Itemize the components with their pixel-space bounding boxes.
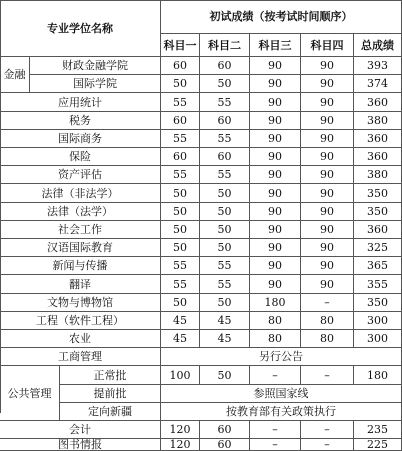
score-col-1-cell: 55: [161, 166, 200, 184]
score-col-1-cell: 45: [161, 312, 200, 330]
score-col-3-cell: 180: [250, 294, 301, 312]
program-name: 图书情报: [0, 439, 161, 451]
program-name: 税务: [0, 112, 161, 130]
total-col-cell: 360: [354, 221, 402, 239]
score-col-4-cell: –: [301, 421, 354, 439]
score-col-2-cell: 50: [200, 75, 250, 93]
score-col-1-cell: 60: [161, 148, 200, 166]
score-col-2-cell: 55: [200, 130, 250, 148]
program-name: 翻译: [0, 275, 161, 294]
score-col-3-cell: 80: [250, 312, 301, 330]
score-col-1-cell: 55: [161, 257, 200, 275]
score-col-4-cell: 90: [301, 93, 354, 112]
score-col-2-cell: 55: [200, 275, 250, 294]
score-col-2-cell: 55: [200, 93, 250, 112]
header-score-col-1: 科目一: [161, 34, 200, 57]
score-col-2-cell: 60: [200, 57, 250, 75]
group-label-finance: 金融: [0, 57, 30, 93]
program-name: 国际商务: [0, 130, 161, 148]
score-col-4-cell: 90: [301, 221, 354, 239]
total-col-cell: 225: [354, 439, 402, 451]
score-col-4-cell: 90: [301, 257, 354, 275]
program-name: 社会工作: [0, 221, 161, 239]
score-col-1-cell: 120: [161, 439, 200, 451]
score-col-3-cell: 90: [250, 130, 301, 148]
score-col-1-cell: 50: [161, 184, 200, 203]
score-col-4-cell: 90: [301, 130, 354, 148]
score-col-1-cell: 45: [161, 330, 200, 348]
total-col-cell: 360: [354, 93, 402, 112]
policy-note: 参照国家线: [161, 385, 402, 403]
total-col-cell: 393: [354, 57, 402, 75]
program-name: 新闻与传播: [0, 257, 161, 275]
score-col-4-cell: –: [301, 439, 354, 451]
total-col-cell: 325: [354, 239, 402, 257]
total-col-cell: 300: [354, 312, 402, 330]
score-col-3-cell: 90: [250, 93, 301, 112]
program-name: 法律（法学）: [0, 203, 161, 221]
total-col-cell: 380: [354, 166, 402, 184]
score-col-3-cell: 90: [250, 166, 301, 184]
program-name: 国际学院: [30, 75, 161, 93]
header-group-title: 初试成绩（按考试时间顺序）: [161, 0, 402, 34]
score-col-3-cell: 90: [250, 239, 301, 257]
score-col-1-cell: 55: [161, 93, 200, 112]
score-col-1-cell: 50: [161, 221, 200, 239]
program-name: 财政金融学院: [30, 57, 161, 75]
sub-program-name: 提前批: [60, 385, 161, 403]
program-name: 农业: [0, 330, 161, 348]
score-col-2-cell: 60: [200, 148, 250, 166]
header-program-name: 专业学位名称: [0, 0, 161, 57]
score-col-3-cell: 90: [250, 203, 301, 221]
score-col-3-cell: –: [250, 366, 301, 385]
score-col-2-cell: 55: [200, 257, 250, 275]
score-col-3-cell: 90: [250, 221, 301, 239]
total-col-cell: 300: [354, 330, 402, 348]
program-name: 工程（软件工程）: [0, 312, 161, 330]
score-col-1-cell: 50: [161, 294, 200, 312]
score-col-2-cell: 50: [200, 294, 250, 312]
total-col-cell: 380: [354, 112, 402, 130]
policy-note: 按教育部有关政策执行: [161, 403, 402, 421]
score-col-4-cell: 90: [301, 239, 354, 257]
total-col-cell: 180: [354, 366, 402, 385]
header-total-col: 总成绩: [354, 34, 402, 57]
score-col-2-cell: 50: [200, 366, 250, 385]
header-score-col-2: 科目二: [200, 34, 250, 57]
score-col-3-cell: 80: [250, 330, 301, 348]
score-col-3-cell: 90: [250, 148, 301, 166]
program-name: 工商管理: [0, 348, 161, 366]
score-col-3-cell: 90: [250, 112, 301, 130]
score-col-1-cell: 100: [161, 366, 200, 385]
score-col-1-cell: 55: [161, 130, 200, 148]
score-col-4-cell: 90: [301, 75, 354, 93]
score-col-3-cell: 90: [250, 57, 301, 75]
score-col-2-cell: 50: [200, 184, 250, 203]
score-col-2-cell: 50: [200, 221, 250, 239]
score-col-3-cell: 90: [250, 257, 301, 275]
score-col-4-cell: 80: [301, 312, 354, 330]
score-col-3-cell: –: [250, 439, 301, 451]
score-col-2-cell: 45: [200, 330, 250, 348]
total-col-cell: 355: [354, 275, 402, 294]
program-name: 应用统计: [0, 93, 161, 112]
total-col-cell: 360: [354, 148, 402, 166]
program-name: 文物与博物馆: [0, 294, 161, 312]
score-col-2-cell: 60: [200, 421, 250, 439]
score-col-3-cell: 90: [250, 184, 301, 203]
score-col-1-cell: 60: [161, 112, 200, 130]
score-col-4-cell: 90: [301, 184, 354, 203]
score-col-3-cell: 90: [250, 75, 301, 93]
score-col-4-cell: –: [301, 366, 354, 385]
total-col-cell: 374: [354, 75, 402, 93]
score-col-2-cell: 45: [200, 312, 250, 330]
sub-program-name: 定向新疆: [60, 403, 161, 421]
total-col-cell: 360: [354, 130, 402, 148]
header-score-col-4: 科目四: [301, 34, 354, 57]
announcement-note: 另行公告: [161, 348, 402, 366]
score-col-2-cell: 60: [200, 112, 250, 130]
score-col-4-cell: 90: [301, 166, 354, 184]
score-col-3-cell: –: [250, 421, 301, 439]
score-col-4-cell: 90: [301, 203, 354, 221]
total-col-cell: 365: [354, 257, 402, 275]
score-col-4-cell: 90: [301, 148, 354, 166]
score-col-2-cell: 60: [200, 439, 250, 451]
score-col-2-cell: 50: [200, 239, 250, 257]
score-col-4-cell: 80: [301, 330, 354, 348]
score-col-1-cell: 50: [161, 239, 200, 257]
score-col-1-cell: 120: [161, 421, 200, 439]
total-col-cell: 350: [354, 294, 402, 312]
total-col-cell: 350: [354, 203, 402, 221]
score-col-4-cell: 90: [301, 275, 354, 294]
score-col-3-cell: 90: [250, 275, 301, 294]
score-col-2-cell: 55: [200, 166, 250, 184]
sub-program-name: 正常批: [60, 366, 161, 385]
score-col-1-cell: 55: [161, 275, 200, 294]
score-col-1-cell: 50: [161, 203, 200, 221]
program-name: 汉语国际教育: [0, 239, 161, 257]
score-col-1-cell: 50: [161, 75, 200, 93]
program-name: 会计: [0, 421, 161, 439]
program-name: 法律（非法学）: [0, 184, 161, 203]
score-col-1-cell: 60: [161, 57, 200, 75]
program-name: 保险: [0, 148, 161, 166]
group-label-public-admin: 公共管理: [0, 366, 60, 421]
score-col-4-cell: 90: [301, 112, 354, 130]
score-col-4-cell: –: [301, 294, 354, 312]
header-score-col-3: 科目三: [250, 34, 301, 57]
score-col-2-cell: 50: [200, 203, 250, 221]
program-name: 资产评估: [0, 166, 161, 184]
total-col-cell: 235: [354, 421, 402, 439]
score-col-4-cell: 90: [301, 57, 354, 75]
total-col-cell: 350: [354, 184, 402, 203]
